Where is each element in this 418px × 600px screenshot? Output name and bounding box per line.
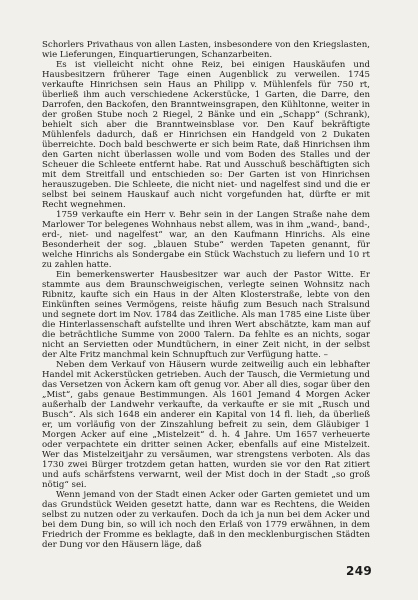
paragraph-4: Ein bemerkenswerter Hausbesitzer war auch der Pastor Witte. Er stammte aus dem Braunschweigischen, verlegte seinen Wohnsitz nach Ribnitz, kaufte sich ein Haus in der Alten Klosterstraße, lebte von den Einkünften seines Vermögens, reiste häufig zum Besuch nach Stralsund und segnete dort im Nov. 1784 das Zeitliche. Als man 1785 eine Liste über die Hinterlassenschaft aufstellte und ihren Wert abschätzte, kam man auf die beträchtliche Summe von 2000 Talern. Da fehlte es an nichts, sogar nicht an Servietten oder Mundtüchern, in einer Zeit nicht, in der selbst der Alte Fritz manchmal kein Schnupftuch zur Verfügung hatte. – [42,270,370,360]
paragraph-5: Neben dem Verkauf von Häusern wurde zeitweilig auch ein lebhafter Handel mit Ackerstücken getrieben. Auch der Tausch, die Vermietung und das Versetzen von Äckern kam oft genug vor. Aber all dies, sogar über den „Mist“, gabs genaue Bestimmungen. Als 1601 Jemand 4 Morgen Acker außerhalb der Landwehr verkaufte, da verkaufte er sie mit „Rusch und Busch“. Als sich 1648 ein anderer ein Kapital von 14 fl. lieh, da überließ er, um vorläufig von der Zinszahlung befreit zu sein, dem Gläubiger 1 Morgen Acker auf eine „Mistelzeit“ d. h. 4 Jahre. Um 1657 verheuerte oder verpachtete ein dritter seinen Acker, ebenfalls auf eine Mistelzeit. Wer das Mistelzeitjahr zu versäumen, war strengstens verboten. Als das 1730 zwei Bürger trotzdem getan hatten, wurden sie vor den Rat zitiert und aufs schärfstens verwarnt, weil der Mist doch in der Stadt „so groß nötig“ sei. [42,360,370,490]
paragraph-6: Wenn jemand von der Stadt einen Acker oder Garten gemietet und um das Grundstück Weiden gesetzt hatte, dann war es Rechtens, die Weiden selbst zu nutzen oder zu verkaufen. Doch da ich ja nun bei dem Acker und bei dem Dung bin, so will ich noch den Erlaß von 1779 erwähnen, in dem Friedrich der Fromme es beklagte, daß in den mecklenburgischen Städten der Dung vor den Häusern läge, daß [42,490,370,550]
paragraph-2: Es ist vielleicht nicht ohne Reiz, bei einigen Hauskäufen und Hausbesitzern früherer Tage einen Augenblick zu verweilen. 1745 verkaufte Hinrichsen sein Haus an Philipp v. Mühlenfels für 750 rt, überließ ihm auch verschiedene Ackerstücke, 1 Garten, die Darre, den Darrofen, den Backofen, den Branntweinsgrapen, den Kühltonne, weiter in der großen Stube noch 2 Riegel, 2 Bänke und ein „Schapp“ (Schrank), behielt sich aber die Branntweinsblase vor. Den Kauf bekräftigte Mühlenfels dadurch, daß er Hinrichsen ein Handgeld von 2 Dukaten überreichte. Doch bald beschwerte er sich beim Rate, daß Hinrichsen ihm den Garten nicht überlassen wolle und vom Boden des Stalles und der Scheuer die Schleete entfernt habe. Rat und Ausschuß beschäftigten sich mit dem Streitfall und entschieden so: Der Garten ist von Hinrichsen herauszugeben. Die Schleete, die nicht niet- und nagelfest sind und die er selbst bei seinem Hauskauf auch nicht vorgefunden hat, dürfte er mit Recht wegnehmen. [42,60,370,210]
paragraph-3: 1759 verkaufte ein Herr v. Behr sein in der Langen Straße nahe dem Marlower Tor belegenes Wohnhaus nebst allem, was in ihm „wand-, band-, erd-, niet- und nagelfest“ war, an den Kaufmann Hinrichs. Als eine Besonderheit der sog. „blauen Stube“ werden Tapeten genannt, für welche Hinrichs als Sondergabe ein Stück Wachstuch zu liefern und 10 rt zu zahlen hatte. [42,210,370,270]
paragraph-1: Schorlers Privathaus von allen Lasten, insbesondere von den Kriegslasten, wie Lieferungen, Einquartierungen, Schanzarbeiten. [42,40,370,60]
page-number: 249 [346,564,372,578]
body-text [42,40,370,550]
